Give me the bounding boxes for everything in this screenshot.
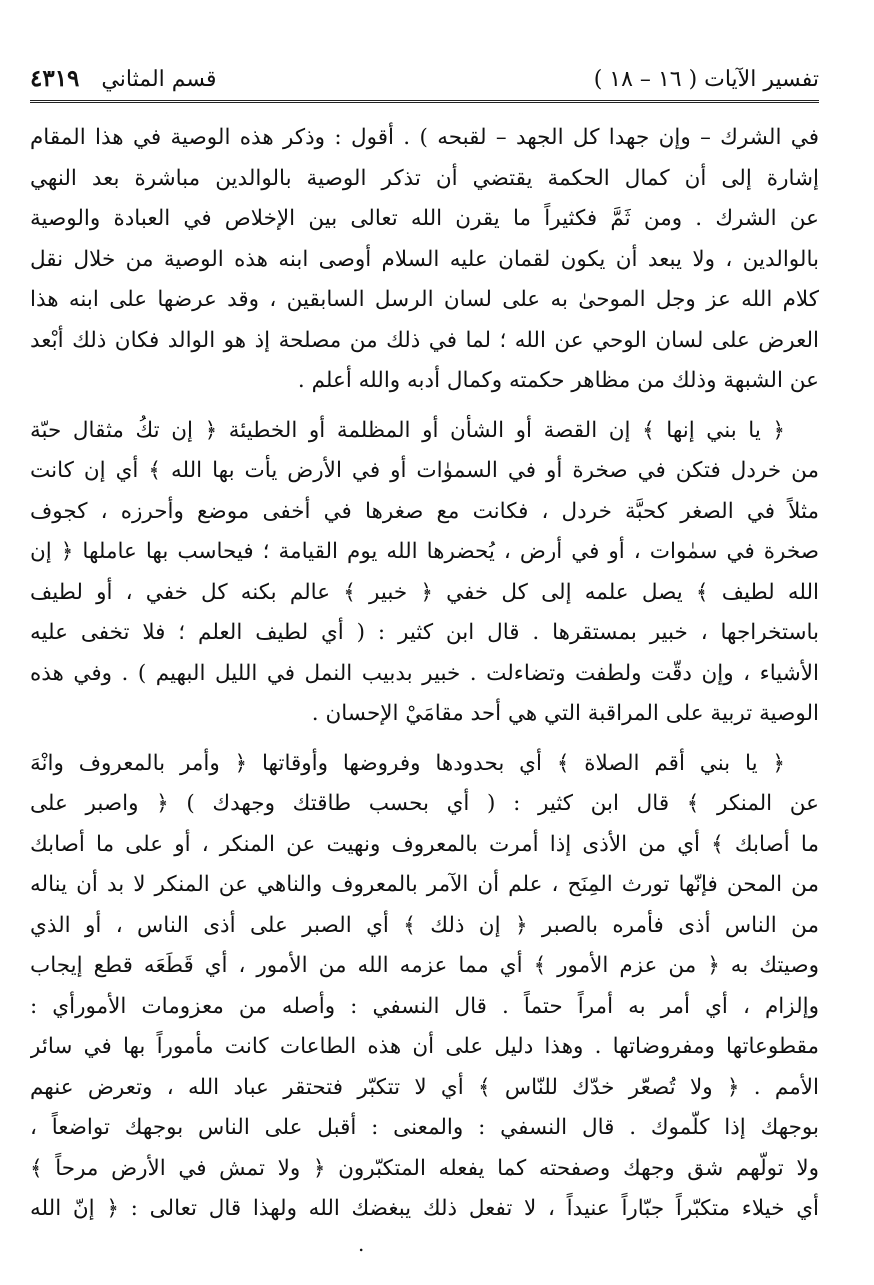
text-line: ولا تولّهم شق وجهك وصفحته كما يفعله المتكبّرون ﴿ ولا تمش في الأرض مرحاً ﴾ bbox=[30, 1155, 819, 1181]
paragraph-2 bbox=[30, 411, 819, 735]
text-line: أي خيلاء متكبّراً جبّاراً عنيداً ، لا تفعل ذلك يبغضك الله ولهذا قال تعالى : ﴿ إنّ الله bbox=[30, 1196, 819, 1221]
text-line: الله لطيف ﴾ يصل علمه إلى كل خفي ﴿ خبير ﴾ عالم بكنه كل خفي ، أو لطيف bbox=[30, 579, 819, 605]
text-line: عن الشبهة وذلك من مظاهر حكمته وكمال أدبه والله أعلم . bbox=[297, 368, 819, 393]
text-line: ﴿ يا بني إنها ﴾ إن القصة أو الشأن أو المظلمة أو الخطيئة ﴿ إن تكُ مثقال حبّة bbox=[30, 417, 785, 443]
text-line: بالوالدين ، ولا يبعد أن يكون لقمان عليه السلام أوصى ابنه هذه الوصية من خلال نقل bbox=[30, 246, 819, 272]
page-body bbox=[30, 118, 819, 1239]
text-line: من الناس أذى فأمره بالصبر ﴿ إن ذلك ﴾ أي الصبر على أذى الناس ، أو الذي bbox=[30, 912, 819, 938]
text-line: مقطوعاتها ومفروضاتها . وهذا دليل على أن هذه الطاعات كانت مأموراً بها في سائر bbox=[30, 1034, 819, 1059]
paragraph-1 bbox=[30, 118, 819, 402]
page-header bbox=[30, 52, 819, 92]
text-line: مثلاً في الصغر كحبَّة خردل ، فكانت مع صغرها في أخفى موضع وأحرزه ، كجوف bbox=[30, 498, 819, 524]
text-line: الوصية تربية على المراقبة التي هي أحد مقامَيْ الإحسان . bbox=[311, 701, 819, 726]
text-line: كلام الله عز وجل الموحىٰ به على لسان الرسل السابقين ، وقد عرضها على ابنه هذا bbox=[30, 287, 819, 312]
page-number: ٤٣١٩ bbox=[30, 65, 80, 92]
text-line: الأشياء ، وإن دقّت ولطفت وتضاءلت . خبير بدبيب النمل في الليل البهيم ) . وفي هذه bbox=[30, 660, 819, 686]
header-rule bbox=[30, 100, 819, 103]
text-line: وصيتك به ﴿ من عزم الأمور ﴾ أي مما عزمه الله من الأمور ، أي قَطَعَه قطع إيجاب bbox=[30, 953, 819, 978]
text-line: عن المنكر ﴾ قال ابن كثير : ( أي بحسب طاقتك وجهدك ) ﴿ واصبر على bbox=[30, 791, 819, 816]
text-line: العرض على لسان الوحي عن الله ؛ لما في ذلك من مصلحة إذ هو الوالد فكان ذلك أبْعد bbox=[30, 327, 819, 353]
header-right bbox=[594, 67, 819, 92]
text-line: بوجهك إذا كلّموك . قال النسفي : والمعنى : أقبل على الناس بوجهك تواضعاً ، bbox=[30, 1115, 819, 1140]
text-line: ﴿ يا بني أقم الصلاة ﴾ أي بحدودها وفروضها وأوقاتها ﴿ وأمر بالمعروف وانْهَ bbox=[30, 750, 785, 776]
header-left bbox=[30, 65, 217, 92]
paragraph-3 bbox=[30, 744, 819, 1230]
text-line: عن الشرك . ومن ثَمَّ فكثيراً ما يقرن الله تعالى بين الإخلاص في العبادة والوصية bbox=[30, 206, 819, 231]
section-label: قسم المثاني bbox=[101, 67, 217, 92]
text-line: من خردل فتكن في صخرة أو في السموٰات أو في الأرض يأت بها الله ﴾ أي إن كانت bbox=[30, 458, 819, 483]
text-line: باستخراجها ، خبير بمستقرها . قال ابن كثير : ( أي لطيف العلم ؛ فلا تخفى عليه bbox=[30, 620, 819, 645]
text-line: إشارة إلى أن كمال الحكمة يقتضي أن تذكر الوصية بالوالدين مباشرة بعد النهي bbox=[30, 165, 819, 191]
text-line: صخرة في سمٰوات ، أو في أرض ، يُحضرها الله يوم القيامة ؛ فيحاسب بها عاملها ﴿ إن bbox=[30, 539, 819, 564]
text-line: وإلزام ، أي أمر به أمراً حتماً . قال النسفي : وأصله من معزومات الأمورأي : bbox=[30, 993, 819, 1019]
text-line: ما أصابك ﴾ أي من الأذى إذا أمرت بالمعروف ونهيت عن المنكر ، أو على ما أصابك bbox=[30, 831, 819, 857]
text-line: من المحن فإنّها تورث المِنَح ، علم أن الآمر بالمعروف والناهي عن المنكر لا بد أن يناله bbox=[30, 872, 819, 897]
footer-mark: . bbox=[358, 1232, 365, 1256]
text-line: الأمم . ﴿ ولا تُصعّر خدّك للنّاس ﴾ أي لا تتكبّر فتحتقر عباد الله ، وتعرض عنهم bbox=[30, 1074, 819, 1100]
text-line: في الشرك – وإن جهدا كل الجهد – لقبحه ) . أقول : وذكر هذه الوصية في هذا المقام bbox=[30, 125, 819, 150]
running-title: تفسير الآيات ( ١٦ – ١٨ ) bbox=[593, 67, 819, 92]
